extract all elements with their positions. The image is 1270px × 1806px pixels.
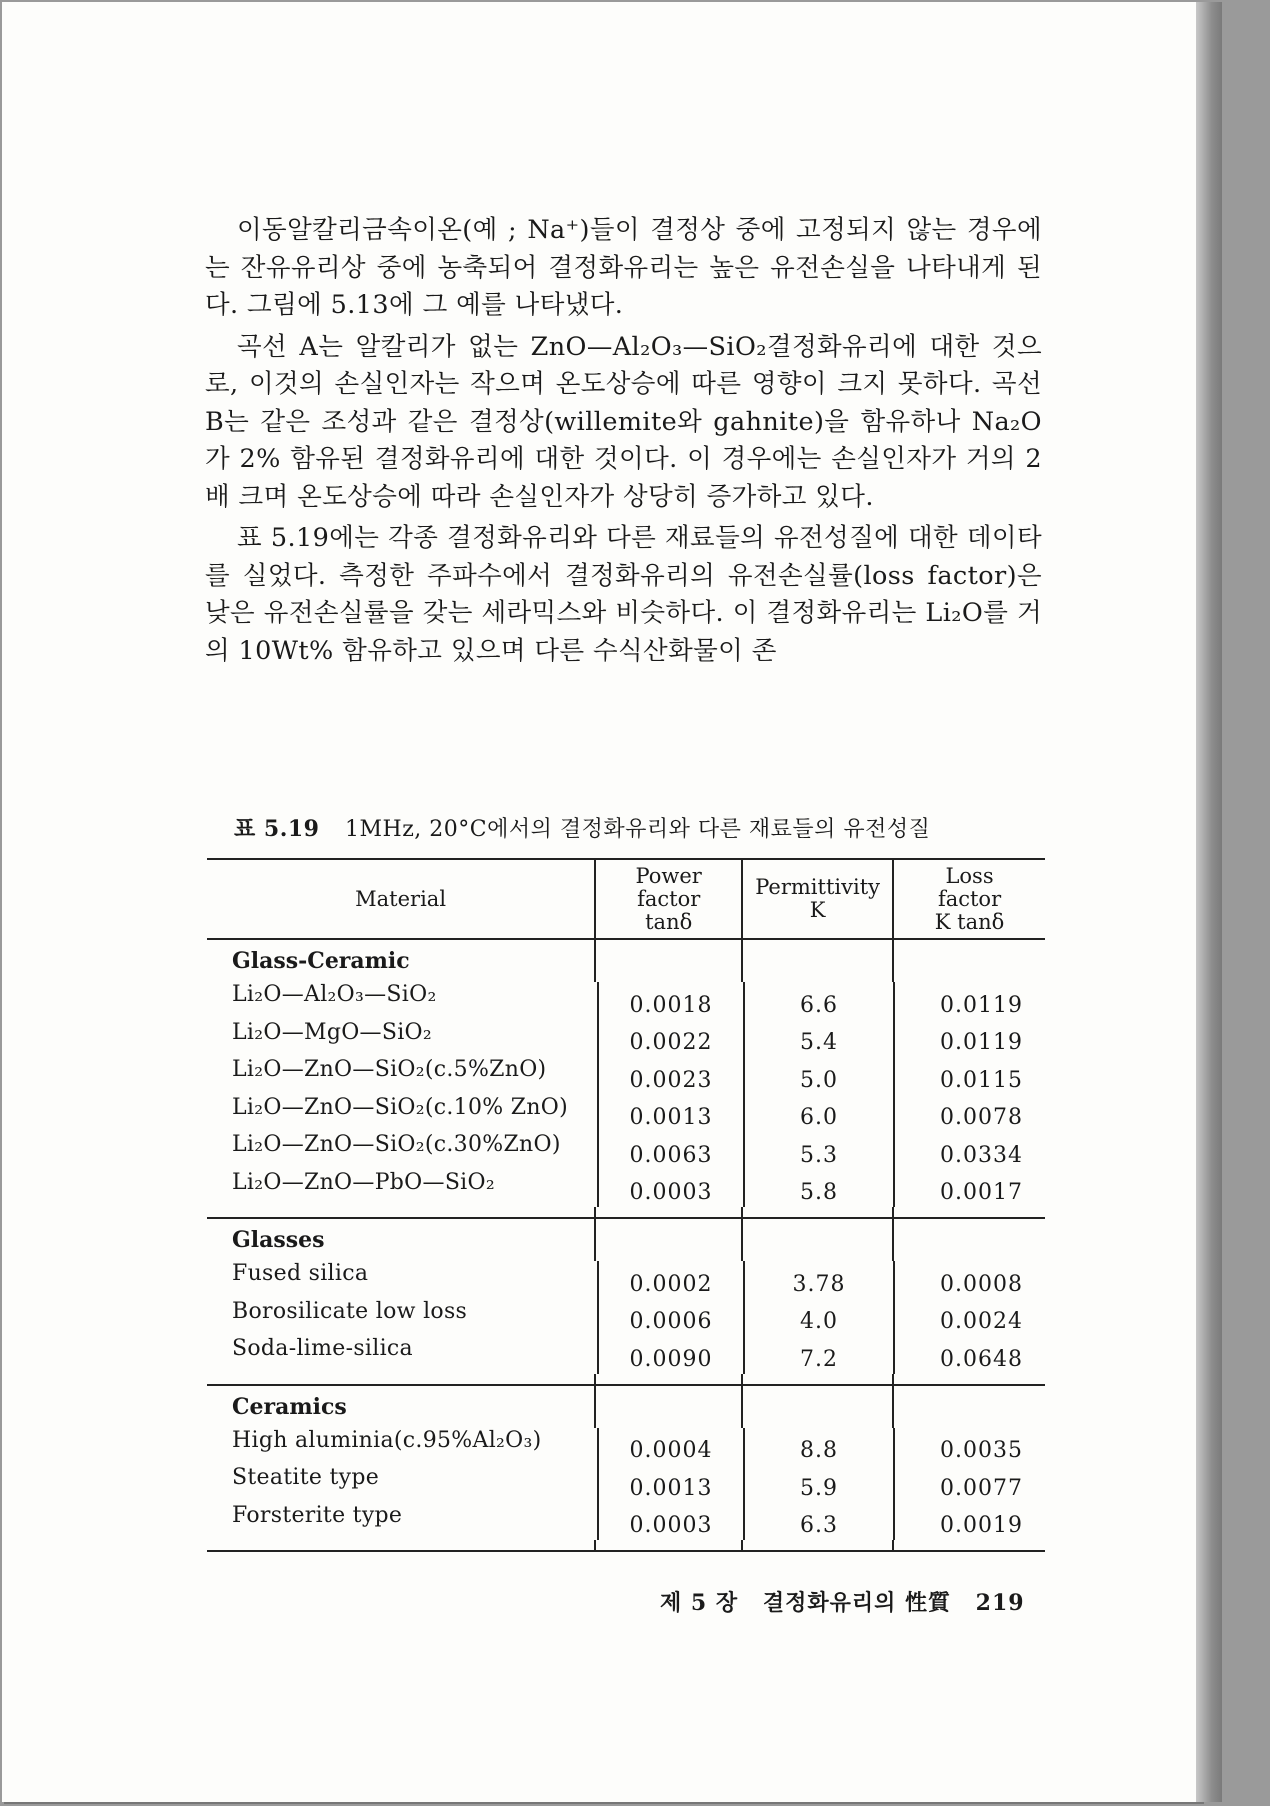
cell-material: Soda-lime-silica [232, 1336, 413, 1361]
header-material-label: Material [355, 886, 447, 911]
header-loss-factor [892, 860, 1045, 938]
cell-loss-factor: 0.0008 [893, 1261, 1045, 1299]
cell-loss-factor: 0.0078 [893, 1095, 1045, 1133]
cell-material: Li₂O—ZnO—SiO₂(c.5%ZnO) [232, 1057, 547, 1082]
group-spacer [207, 1540, 1045, 1550]
cell-empty [741, 1386, 892, 1428]
cell-power-factor: 0.0022 [597, 1020, 743, 1058]
cell-permittivity: 7.2 [743, 1336, 893, 1374]
table-group [207, 1384, 1045, 1551]
header-line: Permittivity [755, 875, 880, 899]
header-line: factor [637, 886, 701, 911]
table-number: 표 5.19 [234, 816, 320, 842]
header-power-factor [594, 860, 741, 938]
cell-loss-factor: 0.0648 [893, 1336, 1045, 1374]
header-permittivity [741, 860, 892, 938]
cell-empty [594, 940, 741, 982]
group-heading: Ceramics [232, 1393, 347, 1420]
cell-material: Steatite type [232, 1465, 380, 1490]
cell-loss-factor: 0.0035 [893, 1428, 1045, 1466]
cell-material: Li₂O—MgO—SiO₂ [232, 1019, 433, 1045]
cell-permittivity: 5.4 [743, 1020, 893, 1058]
header-line: Power [635, 863, 702, 888]
group-heading: Glass-Ceramic [232, 948, 410, 974]
cell-material: Li₂O—Al₂O₃—SiO₂ [232, 982, 437, 1007]
chapter-title: 결정화유리의 性質 [762, 1590, 951, 1616]
table-row [207, 1503, 1045, 1541]
cell-permittivity: 8.8 [743, 1428, 893, 1466]
header-line: K [809, 898, 826, 922]
table-row [207, 1132, 1045, 1170]
cell-permittivity: 5.8 [743, 1170, 893, 1208]
group-spacer [207, 1374, 1045, 1384]
cell-power-factor: 0.0023 [597, 1057, 743, 1095]
cell-empty [594, 1219, 741, 1261]
cell-material: Li₂O—ZnO—SiO₂(c.10% ZnO) [232, 1094, 569, 1120]
cell-loss-factor: 0.0334 [893, 1132, 1045, 1170]
dielectric-properties-table [207, 858, 1045, 1552]
group-heading-row [207, 940, 1045, 982]
group-heading-row [207, 1386, 1045, 1428]
body-text [205, 212, 1042, 674]
cell-empty [741, 940, 892, 982]
cell-loss-factor: 0.0119 [893, 982, 1045, 1020]
cell-permittivity: 4.0 [743, 1299, 893, 1337]
page-footer [660, 1586, 1041, 1617]
cell-permittivity: 5.3 [743, 1132, 893, 1170]
paragraph: 곡선 A는 알칼리가 없는 ZnO—Al₂O₃—SiO₂결정화유리에 대한 것으로, 이것의 손실인자는 작으며 온도상승에 따른 영향이 크지 못하다. 곡선 B는 같은 조성과 같은 결정상(willemite와 gahnite)을 함유하나 Na₂O가 2% 함유된 결정화유리에 대한 것이다. 이 경우에는 손실인자가 거의 2배 크며 온도상승에 따라 손실인자가 상당히 증가하고 있다. [205, 331, 1042, 512]
cell-material: Fused silica [232, 1261, 369, 1286]
table-row [207, 1095, 1045, 1133]
header-line: factor [937, 886, 1002, 911]
cell-loss-factor: 0.0017 [893, 1170, 1045, 1208]
chapter-label: 제 5 장 [660, 1590, 739, 1616]
cell-empty [892, 940, 1045, 982]
cell-power-factor: 0.0004 [597, 1428, 743, 1466]
table-row [207, 1261, 1045, 1299]
cell-permittivity: 6.3 [743, 1503, 893, 1541]
header-line: tanδ [645, 909, 693, 934]
cell-material: High aluminia(c.95%Al₂O₃) [232, 1427, 542, 1453]
cell-permittivity: 5.9 [743, 1465, 893, 1503]
cell-power-factor: 0.0013 [597, 1095, 743, 1133]
cell-power-factor: 0.0003 [597, 1170, 743, 1208]
book-page [2, 2, 1202, 1802]
page-edge-shadow [1196, 2, 1222, 1802]
cell-empty [594, 1386, 741, 1428]
table-row [207, 1299, 1045, 1337]
table-body [207, 940, 1045, 1550]
cell-power-factor: 0.0090 [597, 1336, 743, 1374]
cell-power-factor: 0.0063 [597, 1132, 743, 1170]
table-row [207, 1465, 1045, 1503]
paragraph: 표 5.19에는 각종 결정화유리와 다른 재료들의 유전성질에 대한 데이타를 실었다. 측정한 주파수에서 결정화유리의 유전손실률(loss factor)은 낮은 유전손실률을 갖는 세라믹스와 비슷하다. 이 결정화유리는 Li₂O를 거의 10Wt% 함유하고 있으며 다른 수식산화물이 존 [205, 523, 1042, 666]
cell-empty [892, 1386, 1045, 1428]
cell-loss-factor: 0.0024 [893, 1299, 1045, 1337]
cell-permittivity: 6.6 [743, 982, 893, 1020]
cell-material: Li₂O—ZnO—PbO—SiO₂ [232, 1169, 495, 1195]
cell-power-factor: 0.0018 [597, 982, 743, 1020]
cell-material: Li₂O—ZnO—SiO₂(c.30%ZnO) [232, 1132, 561, 1157]
table-caption [234, 812, 930, 843]
cell-material: Borosilicate low loss [232, 1298, 468, 1324]
header-material [207, 860, 594, 938]
group-heading-row [207, 1219, 1045, 1261]
table-row [207, 1020, 1045, 1058]
cell-loss-factor: 0.0119 [893, 1020, 1045, 1058]
table-row [207, 982, 1045, 1020]
header-line: Loss [945, 863, 994, 888]
table-row [207, 1170, 1045, 1208]
table-group [207, 940, 1045, 1217]
table-row [207, 1057, 1045, 1095]
paragraph: 이동알칼리금속이온(예 ; Na⁺)들이 결정상 중에 고정되지 않는 경우에는 잔유유리상 중에 농축되어 결정화유리는 높은 유전손실을 나타내게 된다. 그림에 5.13에 그 예를 나타냈다. [205, 215, 1042, 320]
table-title: 1MHz, 20°C에서의 결정화유리와 다른 재료들의 유전성질 [345, 817, 931, 842]
page-number: 219 [975, 1590, 1025, 1616]
cell-permittivity: 6.0 [743, 1095, 893, 1133]
group-spacer [207, 1207, 1045, 1217]
cell-material: Forsterite type [232, 1502, 403, 1528]
table-row [207, 1428, 1045, 1466]
header-line: K tanδ [934, 909, 1005, 934]
table-group [207, 1217, 1045, 1384]
cell-power-factor: 0.0002 [597, 1261, 743, 1299]
group-heading: Glasses [232, 1227, 325, 1253]
cell-loss-factor: 0.0115 [893, 1057, 1045, 1095]
table-header [207, 860, 1045, 940]
cell-permittivity: 3.78 [743, 1261, 893, 1299]
cell-loss-factor: 0.0019 [893, 1503, 1045, 1541]
cell-loss-factor: 0.0077 [893, 1465, 1045, 1503]
cell-empty [741, 1219, 892, 1261]
cell-empty [892, 1219, 1045, 1261]
cell-power-factor: 0.0003 [597, 1503, 743, 1541]
cell-power-factor: 0.0013 [597, 1465, 743, 1503]
cell-power-factor: 0.0006 [597, 1299, 743, 1337]
cell-permittivity: 5.0 [743, 1057, 893, 1095]
table-row [207, 1336, 1045, 1374]
